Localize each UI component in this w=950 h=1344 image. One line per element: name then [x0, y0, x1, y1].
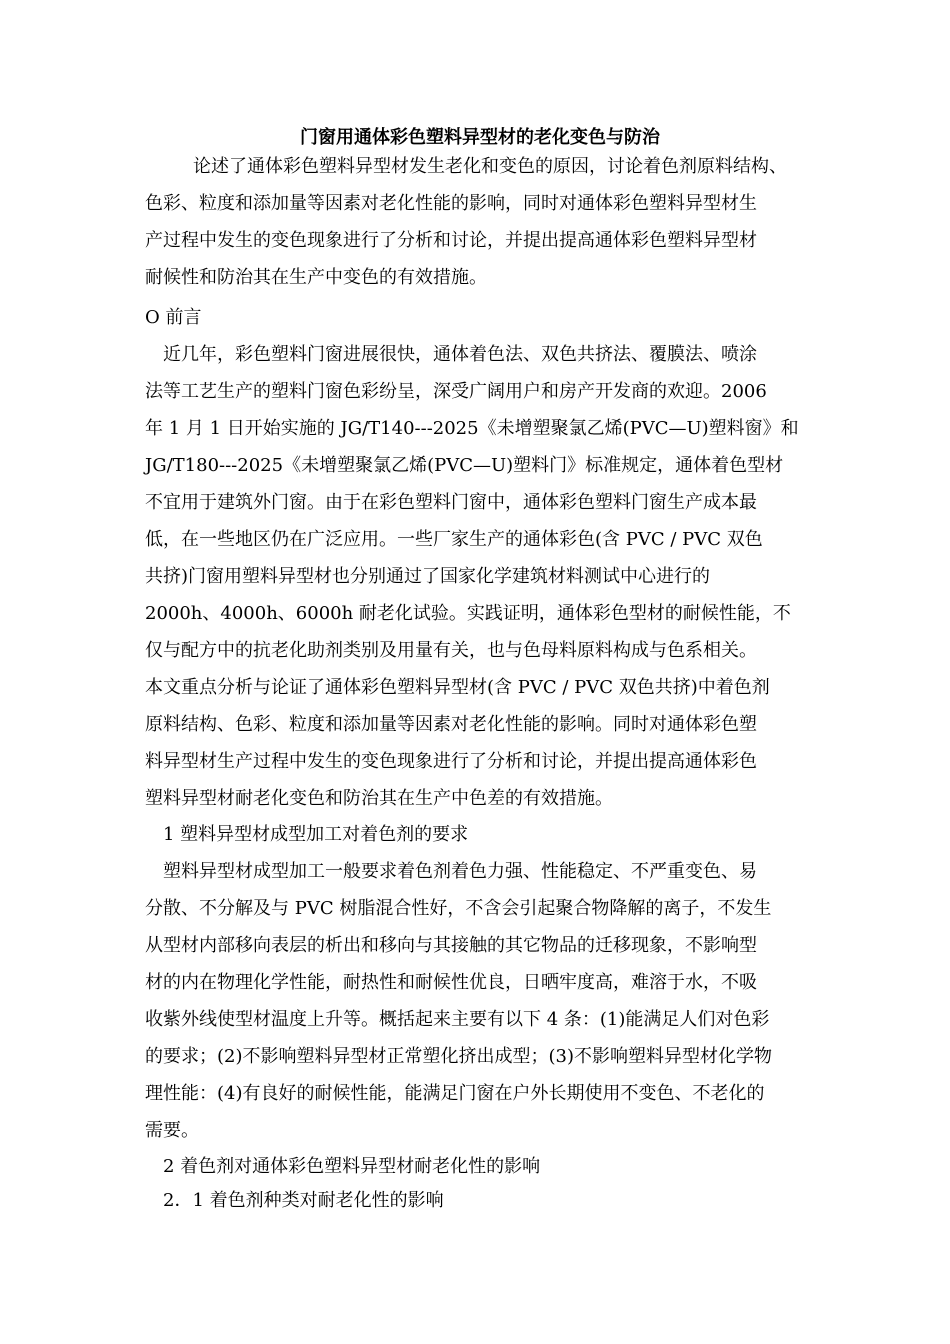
paragraph-line: 本文重点分析与论证了通体彩色塑料异型材(含 PVC / PVC 双色共挤)中着色剂	[145, 677, 770, 698]
paragraph-line: 近几年，彩色塑料门窗进展很快，通体着色法、双色共挤法、覆膜法、喷涂	[163, 344, 757, 365]
section-heading-2: 2 着色剂对通体彩色塑料异型材耐老化性的影响	[163, 1156, 541, 1177]
paragraph-line: 法等工艺生产的塑料门窗色彩纷呈，深受广阔用户和房产开发商的欢迎。2006	[145, 381, 767, 402]
section1-paragraph	[145, 853, 815, 1149]
paragraph-line: 料异型材生产过程中发生的变色现象进行了分析和讨论，并提出提高通体彩色	[145, 751, 757, 772]
section-heading-2-1: 2．1 着色剂种类对耐老化性的影响	[163, 1190, 444, 1211]
paragraph-line: 共挤)门窗用塑料异型材也分别通过了国家化学建筑材料测试中心进行的	[145, 566, 711, 587]
section-heading-preface: O 前言	[145, 307, 202, 328]
paragraph-line: 理性能：(4)有良好的耐候性能，能满足门窗在户外长期使用不变色、不老化的	[145, 1083, 765, 1104]
document-title: 门窗用通体彩色塑料异型材的老化变色与防治	[300, 127, 660, 148]
paragraph-line: 从型材内部移向表层的析出和移向与其接触的其它物品的迁移现象，不影响型	[145, 935, 757, 956]
preface-paragraph	[145, 336, 815, 817]
paragraph-line: 需要。	[145, 1120, 199, 1141]
abstract-paragraph	[145, 148, 815, 296]
paragraph-line: 分散、不分解及与 PVC 树脂混合性好，不含会引起聚合物降解的离子，不发生	[145, 898, 772, 919]
paragraph-line: 的要求；(2)不影响塑料异型材正常塑化挤出成型；(3)不影响塑料异型材化学物	[145, 1046, 772, 1067]
paragraph-line: 2000h、4000h、6000h 耐老化试验。实践证明，通体彩色型材的耐候性能，不	[145, 603, 791, 624]
paragraph-line: 收紫外线使型材温度上升等。概括起来主要有以下 4 条：(1)能满足人们对色彩	[145, 1009, 770, 1030]
paragraph-line: 年 1 月 1 日开始实施的 JG/T140---2025《未增塑聚氯乙烯(PVC—U)塑料窗》和	[145, 418, 799, 439]
paragraph-line: 不宜用于建筑外门窗。由于在彩色塑料门窗中，通体彩色塑料门窗生产成本最	[145, 492, 757, 513]
paragraph-line: 塑料异型材耐老化变色和防治其在生产中色差的有效措施。	[145, 788, 613, 809]
paragraph-line: 仅与配方中的抗老化助剂类别及用量有关，也与色母料原料构成与色系相关。	[145, 640, 757, 661]
paragraph-line: 低，在一些地区仍在广泛应用。一些厂家生产的通体彩色(含 PVC / PVC 双色	[145, 529, 763, 550]
paragraph-line: 材的内在物理化学性能，耐热性和耐候性优良，日晒牢度高，难溶于水，不吸	[145, 972, 757, 993]
abstract-line: 耐候性和防治其在生产中变色的有效措施。	[145, 267, 487, 288]
paragraph-line: 原料结构、色彩、粒度和添加量等因素对老化性能的影响。同时对通体彩色塑	[145, 714, 757, 735]
abstract-line: 产过程中发生的变色现象进行了分析和讨论，并提出提高通体彩色塑料异型材	[145, 230, 757, 251]
paragraph-line: JG/T180---2025《未增塑聚氯乙烯(PVC—U)塑料门》标准规定，通体着色型材	[145, 455, 784, 476]
paragraph-line: 塑料异型材成型加工一般要求着色剂着色力强、性能稳定、不严重变色、易	[163, 861, 757, 882]
section-heading-1: 1 塑料异型材成型加工对着色剂的要求	[163, 824, 469, 845]
abstract-line: 色彩、粒度和添加量等因素对老化性能的影响，同时对通体彩色塑料异型材生	[145, 193, 757, 214]
abstract-line: 论述了通体彩色塑料异型材发生老化和变色的原因，讨论着色剂原料结构、	[193, 156, 787, 177]
